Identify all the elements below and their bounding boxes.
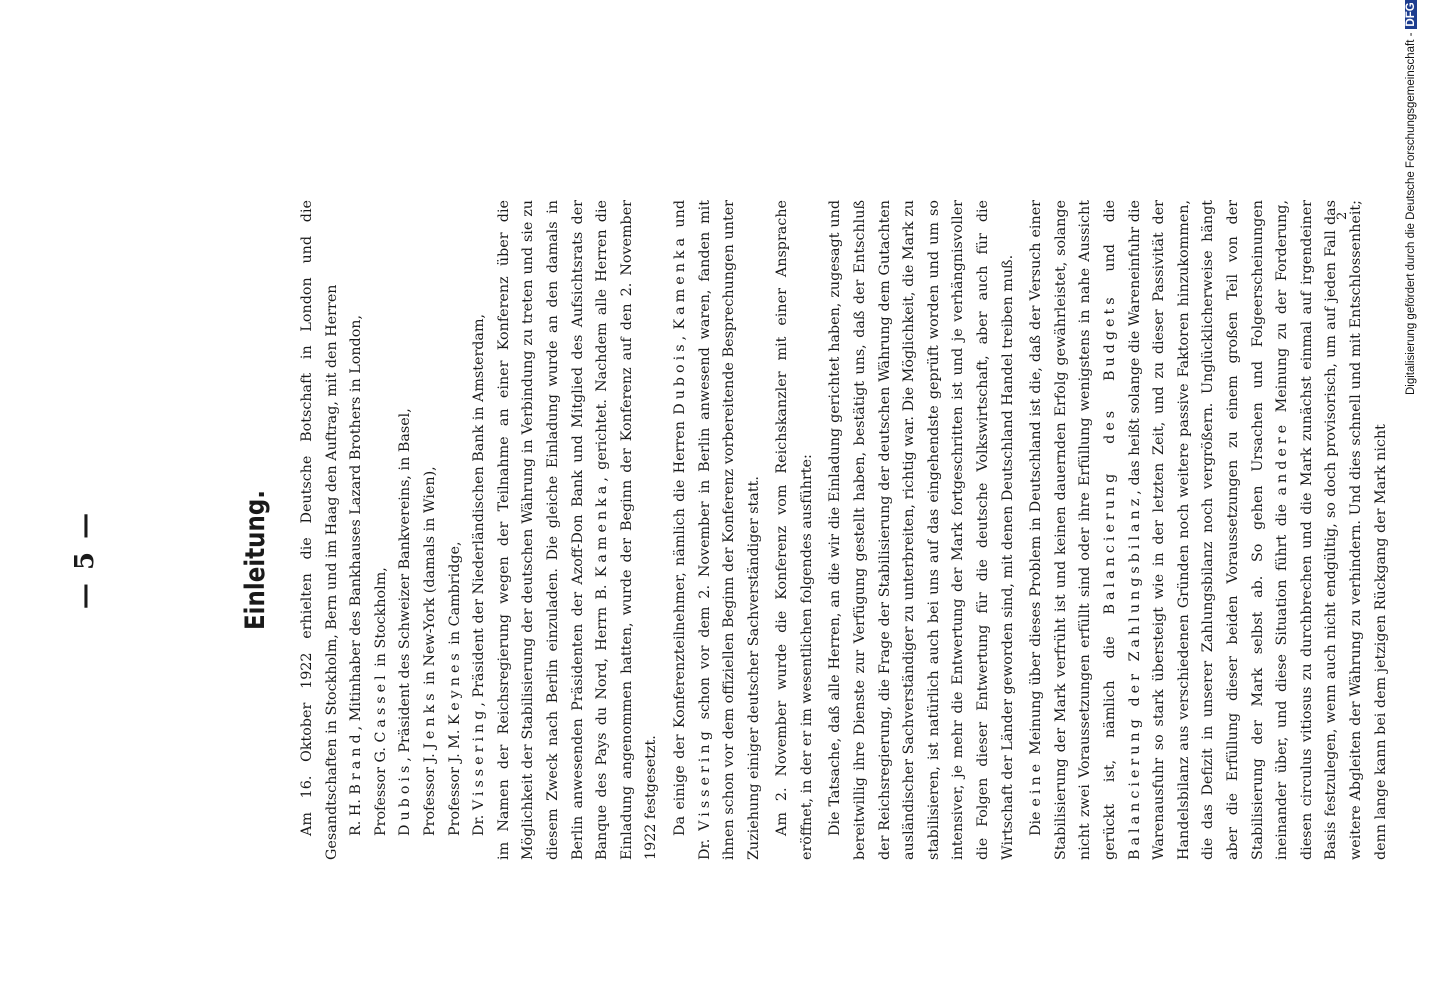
spaced-emphasis: Brand [348, 730, 365, 795]
text-run: Dr. [471, 810, 488, 836]
spaced-emphasis: andere [1274, 420, 1291, 496]
paragraph [668, 200, 766, 860]
text-run: Professor J. [421, 748, 438, 836]
paragraph [770, 200, 819, 860]
text-run: und Dr. [671, 200, 713, 860]
spaced-emphasis: Dubois [671, 340, 688, 415]
spaced-emphasis: eine [1028, 759, 1045, 807]
body-text [295, 200, 1393, 860]
paragraph [295, 200, 344, 860]
text-run: Meinung über dieses Problem in Deutschland ist die, daß der Versuch einer Stabilisierung der Mark verfrüht ist und keinen dauernden Erfolg gewährleistet, solange nicht zwei Voraussetzungen erfüllt sind oder ihre Erfüllung wenigstens in nahe Aussicht gerückt ist, nämlich die [1028, 200, 1118, 860]
text-run: und die [1102, 200, 1118, 294]
rotated-page [40, 120, 1434, 1000]
text-run: Am 16. Oktober 1922 erhielten die Deutsche Botschaft in London und die Gesandtschaften in Stockholm, Bern und im Haag den Auftrag, mit den Herren [299, 200, 340, 860]
text-run: Meinung zu der Forderung, diesen circulus vitiosus zu durchbrechen und die Mark zunächst einmal auf irgendeiner Basis festzulegen, wenn auch nicht endgültig, so doch provisorisch, um auf jeden Fall das weitere Abgleiten der Währung zu verhindern. Und dies schnell und mit Entschlossenheit; denn lange kann bei dem jetzigen Rückgang der Mark nicht [1274, 199, 1389, 860]
spaced-emphasis: Balancierung des Budgets [1102, 293, 1118, 615]
spaced-emphasis: Dubois [397, 761, 414, 836]
text-run: Die Tatsache, daß alle Herren, an die wir die Einladung gerichtet haben, zugesagt und bereitwillig ihre Dienste zur Verfügung gestellt haben, bestätigt uns, daß der Entschluß der Reichsregierung, die Frage der Stabilisierung der deutschen Währung dem Gutachten ausländischer Sachverständiger zu unterbreiten, richtig war. Die Möglichkeit, die Mark zu stabilisieren, ist natürlich auch bei uns auf das eingehendste geprüft worden und um so intensiver, je mehr die Entwertung der Mark fortgeschritten ist und je verhängnisvoller die Folgen dieser Entwertung für die deutsche Volkswirtschaft, aber auch für die Wirtschaft der Länder geworden sind, mit denen Deutschland Handel treiben muß. [827, 200, 1016, 860]
chapter-title: Einleitung. [240, 490, 271, 630]
text-run: in Cambridge, [446, 541, 463, 650]
text-run: , [671, 329, 688, 341]
spaced-emphasis: Jenks [421, 689, 438, 749]
text-run: , Präsident der Niederländischen Bank in Amsterdam, [471, 313, 488, 707]
spaced-emphasis: Vissering [471, 706, 488, 811]
spaced-emphasis: Kamenka [594, 481, 611, 578]
paragraph [492, 200, 664, 860]
text-run: Professor G. [372, 742, 389, 836]
paragraph [823, 200, 1020, 860]
text-run: Die [1028, 806, 1045, 836]
addressee-line [467, 200, 492, 860]
digitization-note [1405, 0, 1417, 395]
spaced-emphasis: Balancierung der Zahlungsbilanz [1126, 494, 1143, 860]
text-run: Am 2. November wurde die Konferenz vom Reichskanzler mit einer Ansprache eröffnet, in der er im wesentlichen folgendes ausführte: [774, 200, 815, 860]
addressee-line [393, 200, 418, 860]
spaced-emphasis: Vissering [696, 727, 713, 831]
dfg-logo: DFG [1405, 2, 1417, 27]
addressee-line [344, 200, 369, 860]
text-run: in New-York (damals in Wien), [421, 466, 438, 690]
text-run: Da einige der Konferenzteilnehmer, nämlich die Herren [671, 414, 688, 836]
addressee-line [369, 200, 394, 860]
spaced-emphasis: Cassel [372, 671, 389, 743]
addressee-line [443, 200, 468, 860]
text-run: , Mitinhaber des Bankhauses Lazard Brothers in London, [348, 314, 365, 731]
text-run: , gerichtet. Nachdem alle Herren die Einladung angenommen hatten, wurde der Beginn der Konferenz auf den 2. November 1922 festgesetzt. [594, 200, 660, 860]
text-run: im Namen der Reichsregierung wegen der Teilnahme an einer Konferenz über die Möglichkeit der Stabilisierung der deutschen Währung in Verbindung zu treten und sie zu diesem Zweck nach Berlin einzuladen. Die gleiche Einladung wurde an den damals in Berlin anwesenden Präsidenten der Azoff-Don Bank und Mitglied des Aufsichtsrats der Banque des Pays du Nord, Herrn B. [495, 200, 611, 860]
spaced-emphasis: Keynes [446, 649, 463, 726]
text-run: Professor J. M. [446, 725, 463, 836]
paragraph [1024, 200, 1393, 860]
text-run: , Präsident des Schweizer Bankvereins, in Basel, [397, 408, 414, 762]
text-run: in Stockholm, [372, 567, 389, 672]
text-run: , das heißt solange die Wareneinfuhr die Warenausfuhr so stark übersteigt wie in der letzten Zeit, und zu dieser Passivität der Handelsbilanz aus verschiedenen Gründen noch weitere passive Faktoren hinzukommen, die das Defizit in unserer Zahlungsbilanz noch vergrößern. Unglücklicherweise hängt aber die Erfüllung dieser beiden Voraussetzungen zu einem großen Teil von der Stabilisierung der Mark selbst ab. So gehen Ursachen und Folgeerscheinungen ineinander über, und diese Situation führt die [1126, 200, 1291, 860]
spaced-emphasis: Kamenka [671, 233, 688, 330]
text-run: schon vor dem 2. November in Berlin anwesend waren, fanden mit ihnen schon vor dem offiziellen Beginn der Konferenz vorbereitende Besprechungen unter Zuziehung einiger deutscher Sachverständiger statt. [696, 200, 762, 860]
page-number: — 5 — [70, 510, 100, 610]
addressee-line [418, 200, 443, 860]
text-run: R. H. [348, 794, 365, 836]
digitization-note-text: Digitalisierung gefördert durch die Deutsche Forschungsgemeinschaft - [1405, 32, 1417, 395]
sheet-signature: 2 [1335, 211, 1350, 220]
